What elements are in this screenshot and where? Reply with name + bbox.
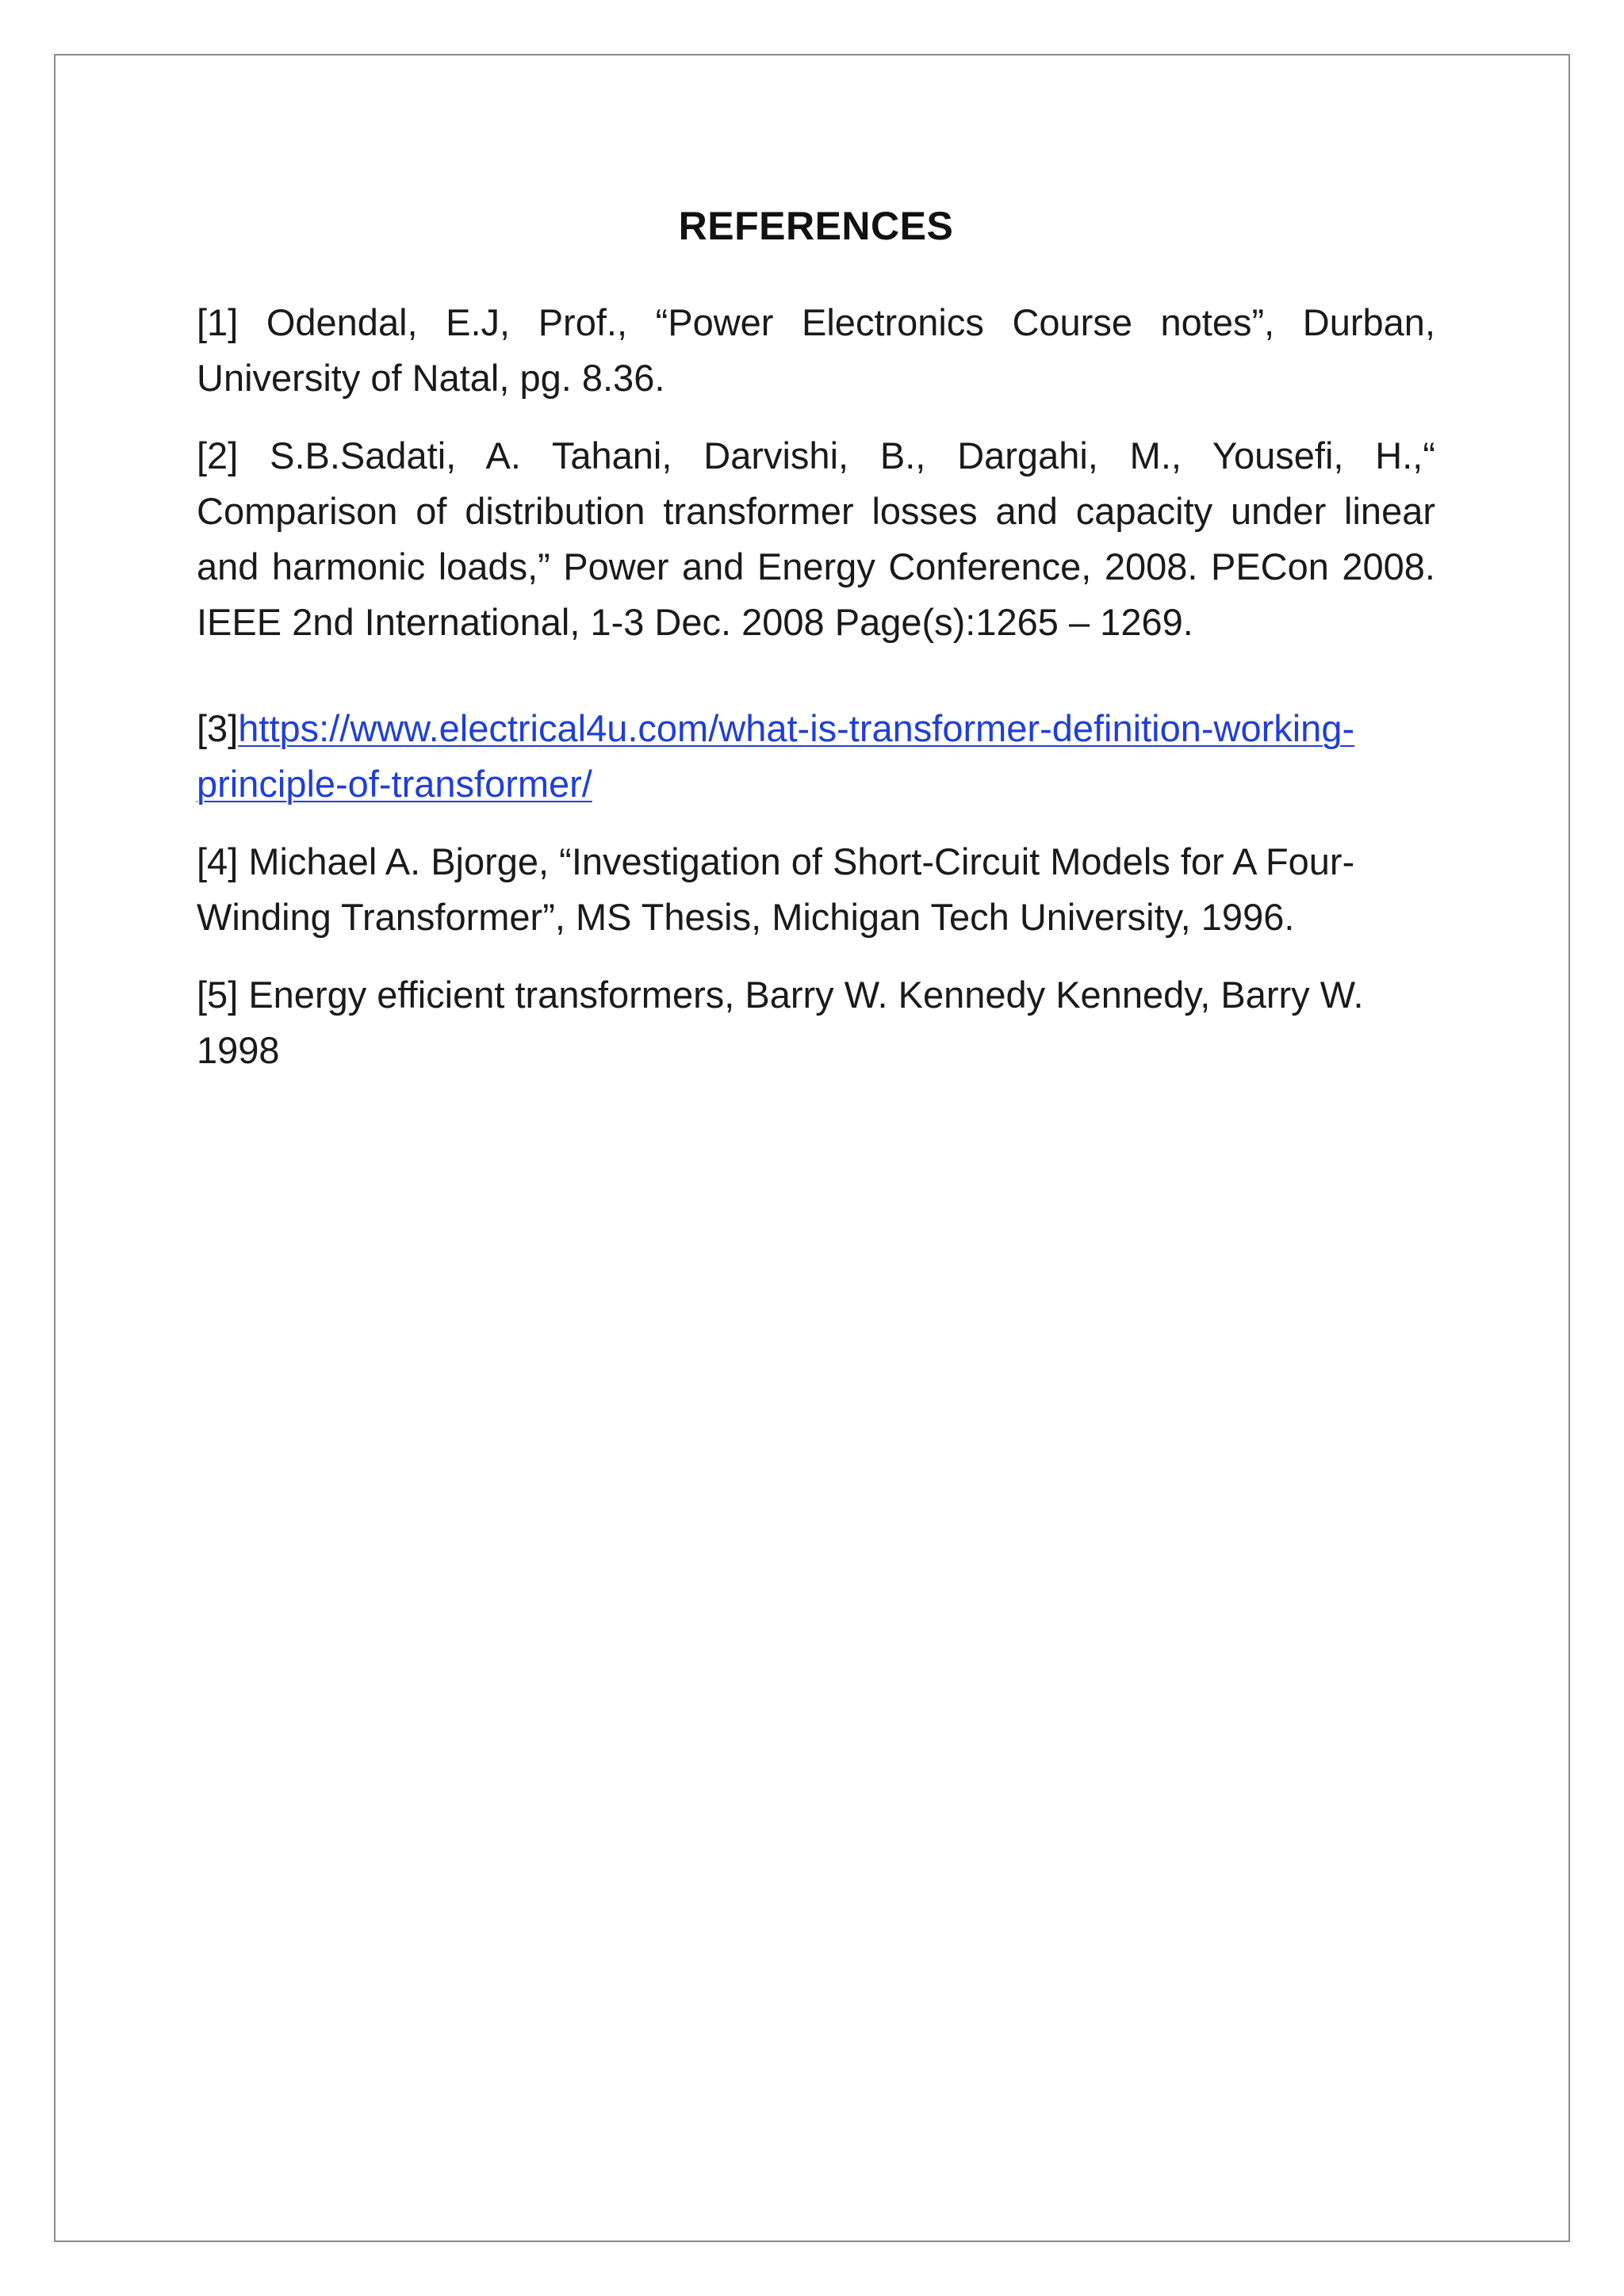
document-content: [197, 198, 1435, 1100]
reference-4: [4] Michael A. Bjorge, “Investigation of Short-Circuit Models for A Four-Winding Transformer”, MS Thesis, Michigan Tech University, 1996.: [197, 840, 1355, 938]
reference-1: [1] Odendal, E.J, Prof., “Power Electronics Course notes”, Durban, University of Natal, pg. 8.36.: [197, 301, 1435, 399]
reference-2: [2] S.B.Sadati, A. Tahani, Darvishi, B., Dargahi, M., Yousefi, H.,“ Comparison of distribution transformer losses and capacity under linear and harmonic loads,” Power and Energy Conference, 2008. PECon 2008. IEEE 2nd International, 1-3 Dec. 2008 Page(s):1265 – 1269.: [197, 434, 1435, 643]
reference-3-link[interactable]: https://www.electrical4u.com/what-is-transformer-definition-working-principle-of-transformer/: [197, 707, 1355, 805]
reference-3-prefix: [3]: [197, 707, 239, 749]
page-title: REFERENCES: [678, 204, 954, 248]
reference-5: [5] Energy efficient transformers, Barry W. Kennedy Kennedy, Barry W. 1998: [197, 974, 1364, 1071]
reference-3: [197, 701, 1435, 812]
